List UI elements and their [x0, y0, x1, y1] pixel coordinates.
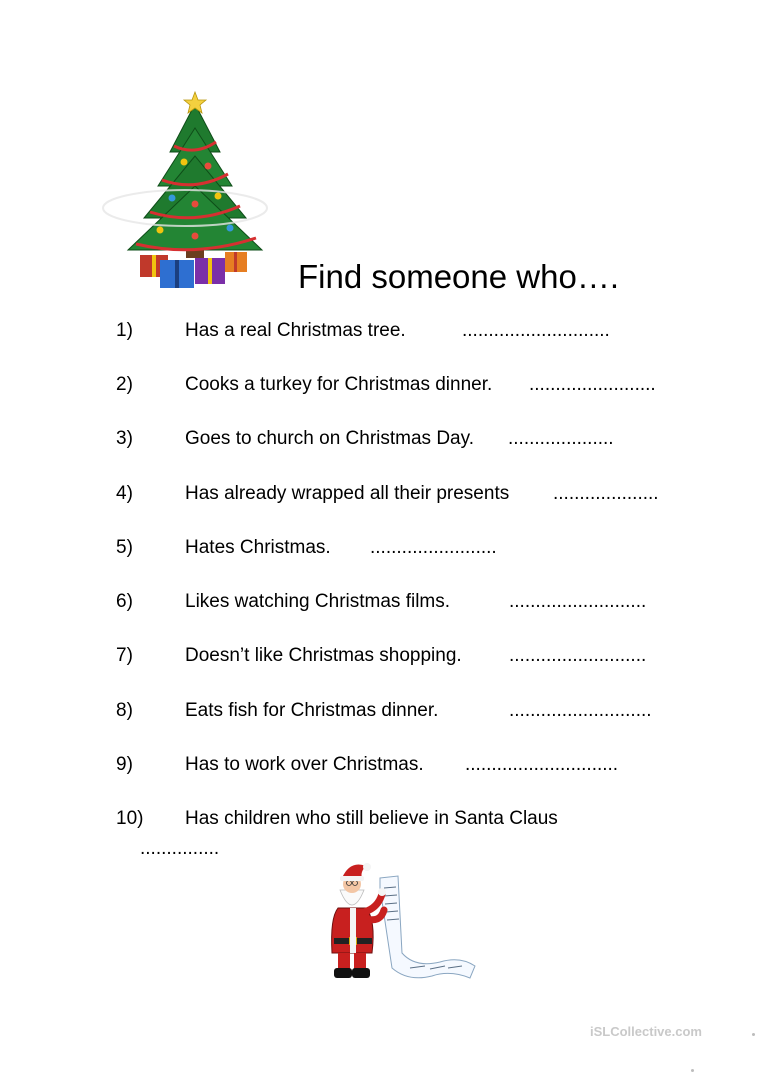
- answer-blank: ...............: [140, 838, 220, 859]
- list-item: [0, 483, 763, 511]
- list-item: [0, 374, 763, 402]
- answer-blank: ..........................: [509, 645, 647, 666]
- answer-blank: ....................: [508, 428, 614, 449]
- item-number: 6): [116, 591, 133, 612]
- answer-blank: ............................: [462, 320, 610, 341]
- item-text: Cooks a turkey for Christmas dinner.: [185, 374, 493, 395]
- santa-reading-list-image: [320, 858, 480, 986]
- watermark-text: iSLCollective.com: [590, 1024, 702, 1039]
- list-item: [0, 645, 763, 673]
- answer-blank: ........................: [370, 537, 497, 558]
- answer-blank: ........................: [529, 374, 656, 395]
- answer-blank: .............................: [465, 754, 619, 775]
- item-number: 7): [116, 645, 133, 666]
- item-text: Eats fish for Christmas dinner.: [185, 700, 439, 721]
- christmas-tree-image: [100, 90, 290, 295]
- list-item: [0, 320, 763, 348]
- item-number: 9): [116, 754, 133, 775]
- answer-blank: ..........................: [509, 591, 647, 612]
- item-text: Doesn’t like Christmas shopping.: [185, 645, 462, 666]
- list-item: [0, 808, 763, 836]
- item-number: 1): [116, 320, 133, 341]
- item-number: 3): [116, 428, 133, 449]
- item-text: Hates Christmas.: [185, 537, 331, 558]
- list-item: [0, 700, 763, 728]
- watermark-dot: [691, 1069, 694, 1072]
- list-item: [0, 754, 763, 782]
- item-text: Has already wrapped all their presents: [185, 483, 510, 504]
- item-number: 5): [116, 537, 133, 558]
- item-number: 2): [116, 374, 133, 395]
- list-item: [0, 537, 763, 565]
- item-text: Has a real Christmas tree.: [185, 320, 406, 341]
- item-text: Likes watching Christmas films.: [185, 591, 451, 612]
- answer-blank: ...........................: [509, 700, 652, 721]
- item-number: 8): [116, 700, 133, 721]
- item-text: Has children who still believe in Santa Claus: [185, 808, 558, 829]
- list-item: [0, 428, 763, 456]
- item-text: Goes to church on Christmas Day.: [185, 428, 474, 449]
- watermark-dot: [752, 1033, 755, 1036]
- item-text: Has to work over Christmas.: [185, 754, 424, 775]
- page-title: Find someone who….: [298, 258, 619, 295]
- answer-blank: ....................: [553, 483, 659, 504]
- list-item: [0, 591, 763, 619]
- item-number: 10): [116, 808, 144, 829]
- item-number: 4): [116, 483, 133, 504]
